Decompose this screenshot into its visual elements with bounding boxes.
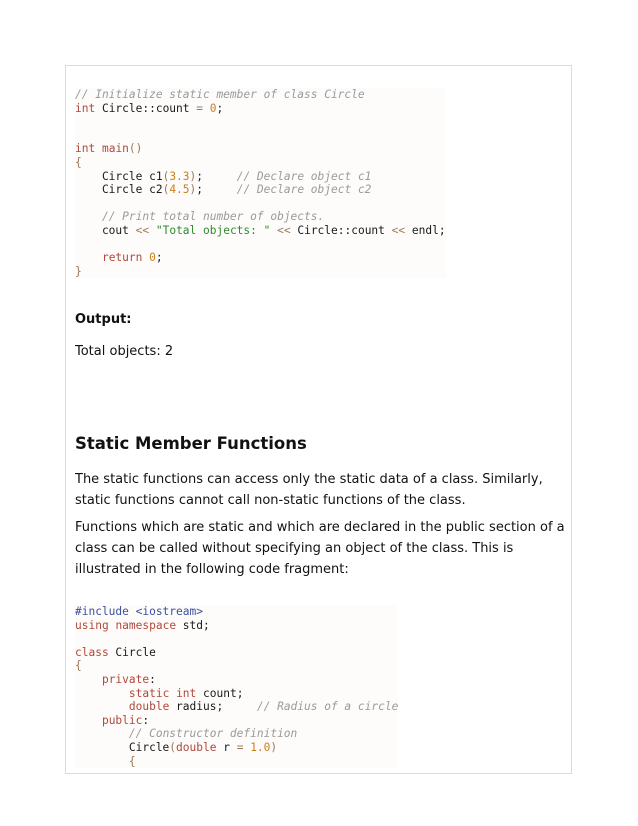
code-token: Circle::count (95, 101, 197, 115)
code-token: 0 (209, 101, 217, 115)
code-token: double (128, 700, 170, 714)
code-token: : (149, 672, 156, 686)
code-line (75, 646, 156, 659)
code-line (75, 755, 136, 768)
code-line (75, 183, 371, 196)
code-token: "Total objects: " (155, 223, 271, 237)
code-token: << (391, 223, 406, 237)
code-token (75, 687, 129, 700)
paragraph-public-static: Functions which are static and which are declared in the public section of a class can be called without specifying an object of the class. This is illustrated in the following code fragment: (75, 520, 565, 577)
code-token: { (75, 659, 82, 673)
code-token: ) (189, 169, 197, 183)
code-token: 3.3 (169, 169, 190, 183)
code-line (75, 700, 398, 713)
code-token: ; (196, 169, 237, 183)
code-token: = (236, 740, 244, 754)
code-block-1 (75, 88, 446, 278)
code-token (75, 714, 102, 727)
code-token: { (75, 155, 82, 169)
code-token (75, 210, 102, 223)
code-token: std; (176, 618, 210, 632)
code-line (75, 741, 277, 754)
code-line (75, 102, 223, 115)
code-token: ; (155, 251, 163, 265)
code-line (75, 727, 297, 740)
code-token: // Declare object c1 (236, 169, 372, 183)
code-token: Circle c2 (75, 183, 163, 197)
code-token: class (75, 645, 109, 659)
output-text: Total objects: 2 (75, 344, 174, 359)
code-token (75, 755, 129, 768)
code-line (75, 142, 142, 155)
code-token: static (128, 686, 170, 700)
code-token: = (196, 101, 204, 115)
code-token: namespace (115, 618, 177, 632)
code-token: Circle (108, 645, 156, 659)
code-token: () (128, 142, 143, 156)
code-token: ; (196, 183, 237, 197)
code-line (75, 619, 210, 632)
code-token: public (101, 713, 143, 727)
code-token (75, 727, 129, 740)
code-token: 0 (149, 251, 156, 265)
code-token (75, 700, 129, 713)
paragraph-static-data: The static functions can access only the static data of a class. Similarly, static functions cannot call non-static functions of the class. (75, 472, 543, 508)
code-token: Circle (75, 740, 170, 754)
code-token: ) (189, 183, 197, 197)
code-token: ( (162, 183, 170, 197)
code-token (75, 673, 102, 686)
code-token: radius; (169, 700, 257, 714)
code-token: ) (270, 740, 278, 754)
code-token: // Initialize static member of class Circle (75, 88, 365, 101)
code-token: ( (162, 169, 170, 183)
code-token: // Constructor definition (128, 727, 298, 741)
code-token: using (75, 618, 109, 632)
code-block-2 (75, 605, 398, 768)
code-token: // Radius of a circle (256, 700, 399, 714)
code-token: << (135, 223, 150, 237)
code-line (75, 605, 203, 618)
code-token: 1.0 (250, 740, 271, 754)
code-line (75, 224, 446, 237)
code-token: ( (169, 740, 177, 754)
code-token: main (101, 142, 129, 156)
code-token: Circle::count (290, 223, 392, 237)
code-token: endl; (405, 223, 446, 237)
code-token (95, 142, 102, 155)
code-line (75, 673, 156, 686)
code-token: Circle c1 (75, 169, 163, 183)
code-line (75, 88, 365, 101)
code-token: #include <iostream> (75, 605, 203, 618)
code-token: private (101, 672, 150, 686)
code-line (75, 170, 371, 183)
code-token: return (101, 251, 143, 265)
code-line (75, 714, 149, 727)
code-token (203, 102, 210, 115)
code-line (75, 156, 82, 169)
code-token: r (216, 740, 237, 754)
code-token (149, 224, 156, 237)
code-token: count; (196, 686, 244, 700)
code-token: ; (216, 101, 224, 115)
code-token: // Print total number of objects. (101, 210, 325, 224)
code-line (75, 659, 82, 672)
code-token: cout (75, 223, 136, 237)
code-token: } (75, 264, 82, 278)
code-line (75, 251, 163, 264)
code-token: int (75, 101, 96, 115)
code-line (75, 687, 243, 700)
code-token: 4.5 (169, 183, 190, 197)
code-line (75, 210, 324, 223)
code-line (75, 265, 82, 278)
code-token: double (176, 740, 217, 754)
code-token: : (142, 713, 150, 727)
code-token (75, 251, 102, 264)
code-token: int (75, 142, 96, 156)
output-label: Output: (75, 312, 132, 327)
section-heading: Static Member Functions (75, 434, 307, 453)
code-token: << (277, 223, 291, 237)
code-token: // Declare object c2 (236, 183, 372, 197)
code-token: { (128, 754, 136, 768)
code-token: int (176, 686, 197, 700)
